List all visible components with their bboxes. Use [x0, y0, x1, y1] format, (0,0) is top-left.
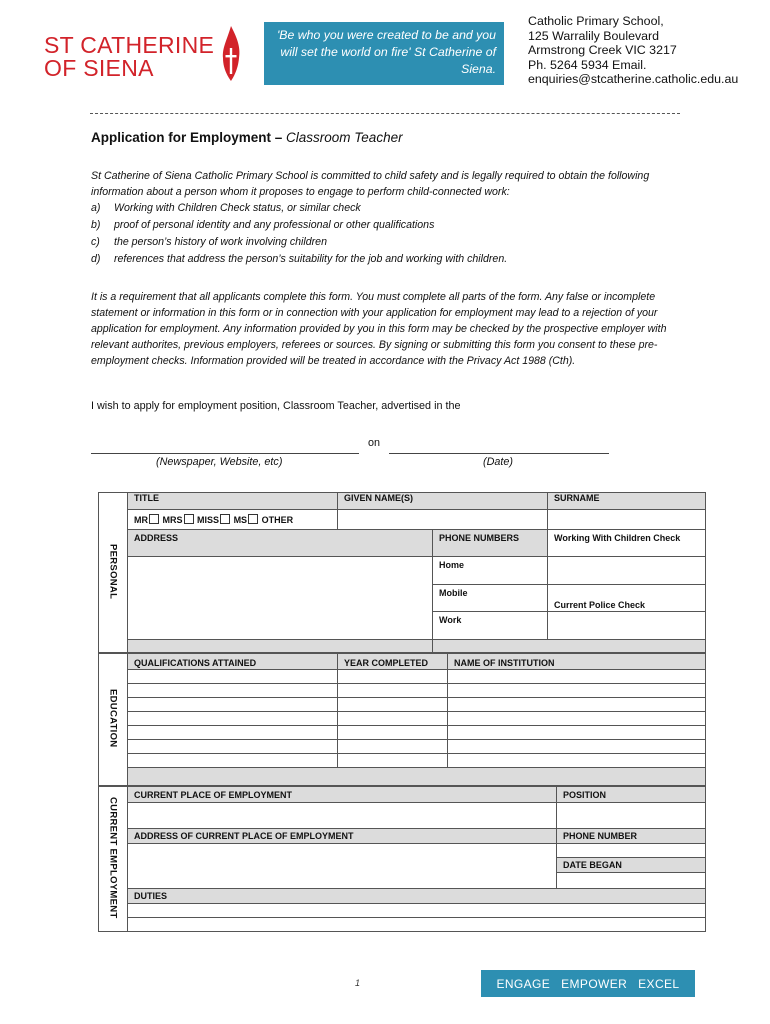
date-began-field[interactable]	[557, 873, 706, 889]
section-label-personal: PERSONAL	[99, 493, 128, 653]
qualification-cell[interactable]	[128, 754, 338, 768]
address-header: ADDRESS	[128, 530, 433, 557]
list-key: b)	[91, 219, 101, 231]
surname-field[interactable]	[548, 510, 706, 530]
list-text: proof of personal identity and any professional or other qualifications	[114, 219, 435, 231]
institution-cell[interactable]	[448, 754, 706, 768]
institution-cell[interactable]	[448, 726, 706, 740]
page-title	[91, 130, 403, 145]
list-text: references that address the person’s suitability for the job and working with children.	[114, 253, 508, 265]
miss-checkbox[interactable]	[220, 514, 230, 524]
quote-box: 'Be who you were created to be and you will set the world on fire' St Catherine of Siena.	[264, 22, 504, 85]
police-check-header	[548, 585, 706, 612]
year-header: YEAR COMPLETED	[338, 654, 448, 670]
list-item	[91, 219, 434, 231]
list-item	[91, 236, 327, 248]
title-italic: Classroom Teacher	[286, 130, 403, 145]
address-line: Catholic Primary School,	[528, 14, 664, 28]
school-address	[528, 14, 738, 87]
year-cell[interactable]	[338, 712, 448, 726]
current-place-field[interactable]	[128, 803, 557, 829]
year-cell[interactable]	[338, 670, 448, 684]
wwcc-field[interactable]	[548, 557, 706, 585]
spacer-bar	[433, 640, 706, 653]
home-phone-field[interactable]	[433, 557, 548, 585]
work-label: Work	[439, 615, 462, 625]
police-label: Current Police Check	[554, 600, 646, 610]
institution-header: NAME OF INSTITUTION	[448, 654, 706, 670]
apply-statement: I wish to apply for employment position, Classroom Teacher, advertised in the	[91, 400, 461, 412]
list-item	[91, 202, 361, 214]
title-header: TITLE	[128, 493, 338, 510]
mrs-checkbox[interactable]	[184, 514, 194, 524]
mobile-phone-field[interactable]	[433, 585, 548, 612]
requirement-paragraph: It is a requirement that all applicants complete this form. You must complete all parts of the form. Any false or incomplete statement or information in this form or in connection with your application for employment may lead to a rejection of your application for employment. Any information provided by you in this form may be checked by the prospective employer with relevant authorites, previous employers, referees or sources. By signing or submitting this form you consent to these pre-employment checks. Information provided will be treated in accordance with the Privacy Act 1988 (Cth).	[91, 291, 667, 367]
spacer-bar	[128, 768, 706, 786]
mr-checkbox[interactable]	[149, 514, 159, 524]
address-line: 125 Warralily Boulevard	[528, 28, 660, 43]
duties-line[interactable]	[128, 918, 706, 932]
header-divider	[90, 113, 680, 114]
phone-number-header: PHONE NUMBER	[557, 829, 706, 844]
on-label: on	[368, 437, 381, 449]
personal-section	[98, 492, 706, 653]
institution-cell[interactable]	[448, 684, 706, 698]
institution-cell[interactable]	[448, 670, 706, 684]
employment-address-field[interactable]	[128, 844, 557, 889]
list-key: c)	[91, 236, 100, 248]
qualification-cell[interactable]	[128, 712, 338, 726]
address-line: Armstrong Creek VIC 3217	[528, 43, 677, 57]
given-name-field[interactable]	[338, 510, 548, 530]
given-name-header: GIVEN NAME(S)	[338, 493, 548, 510]
institution-cell[interactable]	[448, 740, 706, 754]
year-cell[interactable]	[338, 698, 448, 712]
year-cell[interactable]	[338, 726, 448, 740]
footer-word-empower: EMPOWER	[561, 976, 628, 991]
qualification-cell[interactable]	[128, 684, 338, 698]
duties-line[interactable]	[128, 904, 706, 918]
logo-line-2: OF SIENA	[44, 55, 154, 81]
institution-cell[interactable]	[448, 712, 706, 726]
employment-address-header: ADDRESS OF CURRENT PLACE OF EMPLOYMENT	[128, 829, 557, 844]
list-item	[91, 253, 507, 265]
spacer-bar	[128, 640, 433, 653]
title-options	[128, 510, 338, 530]
footer-word-excel: EXCEL	[638, 976, 680, 991]
surname-header: SURNAME	[548, 493, 706, 510]
education-section	[98, 653, 706, 786]
list-text: Working with Children Check status, or similar check	[114, 202, 361, 214]
application-form	[98, 492, 705, 932]
duties-header: DUTIES	[128, 889, 706, 904]
date-began-header: DATE BEGAN	[557, 858, 706, 873]
home-label: Home	[439, 560, 465, 570]
qualification-cell[interactable]	[128, 670, 338, 684]
mrs-label: MRS	[162, 515, 183, 525]
date-hint: (Date)	[483, 456, 513, 468]
list-key: a)	[91, 202, 101, 214]
mobile-label: Mobile	[439, 588, 468, 598]
year-cell[interactable]	[338, 740, 448, 754]
qualification-cell[interactable]	[128, 726, 338, 740]
miss-label: MISS	[197, 515, 220, 525]
employment-section	[98, 786, 706, 932]
address-line: enquiries@stcatherine.catholic.edu.au	[528, 72, 739, 86]
source-hint: (Newspaper, Website, etc)	[156, 456, 283, 468]
section-label-education: EDUCATION	[99, 654, 128, 786]
date-input-line[interactable]	[389, 453, 609, 454]
list-key: d)	[91, 253, 101, 265]
footer-banner	[481, 970, 695, 997]
school-logo-text	[44, 34, 214, 80]
logo-line-1: ST CATHERINE	[44, 32, 215, 58]
page-number: 1	[355, 978, 361, 988]
qualification-cell[interactable]	[128, 698, 338, 712]
list-text: the person’s history of work involving children	[114, 236, 327, 248]
work-phone-field[interactable]	[433, 612, 548, 640]
ms-checkbox[interactable]	[248, 514, 258, 524]
flame-cross-icon	[220, 24, 242, 82]
wwcc-header: Working With Children Check	[548, 530, 706, 557]
institution-cell[interactable]	[448, 698, 706, 712]
position-header: POSITION	[557, 787, 706, 803]
qualifications-header: QUALIFICATIONS ATTAINED	[128, 654, 338, 670]
mr-label: MR	[134, 515, 148, 525]
address-line: Ph. 5264 5934 Email.	[528, 57, 647, 72]
police-check-field[interactable]	[548, 612, 706, 640]
current-place-header: CURRENT PLACE OF EMPLOYMENT	[128, 787, 557, 803]
address-field[interactable]	[128, 557, 433, 640]
other-label: OTHER	[261, 515, 294, 525]
title-bold: Application for Employment –	[91, 130, 287, 145]
year-cell[interactable]	[338, 754, 448, 768]
year-cell[interactable]	[338, 684, 448, 698]
position-field[interactable]	[557, 803, 706, 829]
section-label-employment: CURRENT EMPLOYMENT	[99, 787, 128, 932]
ms-label: MS	[233, 515, 248, 525]
phone-numbers-header: PHONE NUMBERS	[433, 530, 548, 557]
source-input-line[interactable]	[91, 453, 359, 454]
intro-paragraph: St Catherine of Siena Catholic Primary School is committed to child safety and is legally required to obtain the following information about a person whom it proposes to engage to perform child-connected work:	[91, 170, 650, 198]
qualification-cell[interactable]	[128, 740, 338, 754]
footer-word-engage: ENGAGE	[496, 976, 551, 991]
phone-number-field[interactable]	[557, 844, 706, 858]
